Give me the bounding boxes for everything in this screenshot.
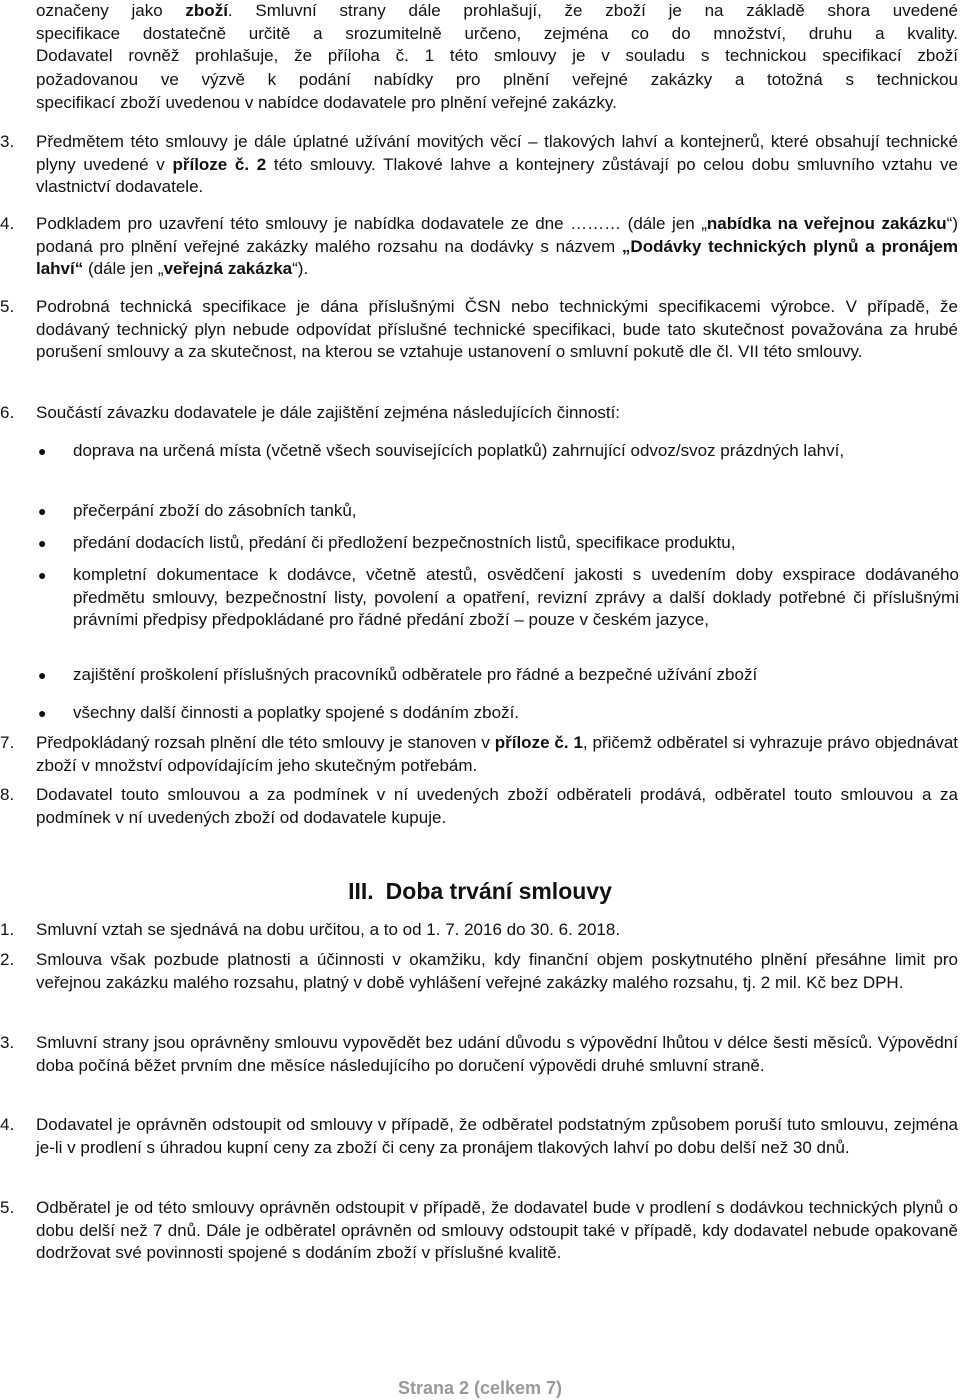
section-number: III. [348,878,374,904]
intro-line-2: specifikace dostatečně určitě a srozumitelně určeno, zejména co do množství, druhu a kvality. [36,24,958,43]
list-item: doprava na určená místa (včetně všech souvisejících poplatků) zahrnující odvoz/svoz prázdných lahví, [73,441,845,460]
bullet-icon: ● [38,567,47,583]
page-footer: Strana 2 (celkem 7) [397,1378,563,1398]
item-number: 3. [0,1033,15,1052]
bullet-icon: ● [38,667,47,683]
list-item: zajištění proškolení příslušných pracovníků odběratele pro řádné a bezpečné užívání zboží [73,665,758,684]
section-item-text: Smlouva však pozbude platnosti a účinnosti v okamžiku, kdy finanční objem poskytnutého plnění přesáhne limit pro veřejnou zakázku malého rozsahu, platný v době vyhlášení veřejné zakázky malého rozsahu, tj. 2 mil. Kč bez DPH. [36,950,958,992]
section-item-text: Odběratel je od této smlouvy oprávněn odstoupit v případě, že dodavatel bude v prodlení s dodávkou technických plynů o dobu delší než 7 dnů. Dále je odběratel oprávněn od smlouvy odstoupit také v případě, kdy dodavatel nebude opakovaně dodržovat své povinnosti spojené s dodáním zboží v příslušné kvalitě. [36,1198,958,1262]
section-item-text: Smluvní vztah se sjednává na dobu určitou, a to od 1. 7. 2016 do 30. 6. 2018. [36,920,621,939]
item-5-text: Podrobná technická specifikace je dána příslušnými ČSN nebo technickými specifikacemi výrobce. V případě, že dodávaný technický plyn nebude odpovídat příslušné technické specifikaci, bude tato skutečnost považována za hrubé porušení smlouvy a za skutečnost, na kterou se vztahuje ustanovení o smluvní pokutě dle čl. VII této smlouvy. [36,297,958,361]
list-item: přečerpání zboží do zásobních tanků, [73,501,357,520]
item-number: 6. [0,403,15,422]
section-title: Doba trvání smlouvy [385,878,612,904]
item-3-text: Předmětem této smlouvy je dále úplatné užívání movitých věcí – tlakových lahví a kontejnerů, které obsahují technické plyny uvedené v příloze č. 2 této smlouvy. Tlakové lahve a kontejnery zůstávají po celou dobu smluvního vztahu ve vlastnictví dodavatele. [36,132,958,196]
item-number: 5. [0,1198,15,1217]
item-number: 4. [0,214,15,233]
bullet-icon: ● [38,705,47,721]
list-item: kompletní dokumentace k dodávce, včetně atestů, osvědčení jakosti s uvedením doby exspirace dodávaného předmětu smlouvy, bezpečnostní listy, povolení a opatření, revizní zprávy a další doklady potřebné či příslušnými právními předpisy předpokládané pro řádné předání zboží – pouze v českém jazyce, [73,565,959,629]
item-number: 3. [0,132,15,151]
item-6-text: Součástí závazku dodavatele je dále zajištění zejména následujících činností: [36,403,621,422]
section-item-text: Smluvní strany jsou oprávněny smlouvu vypovědět bez udání důvodu s výpovědní lhůtou v délce šesti měsíců. Výpovědní doba počíná běžet prvním dne měsíce následujícího po doručení výpovědi druhé smluvní straně. [36,1033,958,1075]
intro-line-5: specifikací zboží uvedenou v nabídce dodavatele pro plnění veřejné zakázky. [36,93,617,112]
item-number: 8. [0,785,15,804]
item-number: 7. [0,733,15,752]
item-number: 1. [0,920,15,939]
intro-line-4: požadovanou ve výzvě k podání nabídky pro plnění veřejné zakázky a totožná s technickou [36,70,958,89]
intro-line-3: Dodavatel rovněž prohlašuje, že příloha č. 1 této smlouvy je v souladu s technickou specifikací zboží [36,46,958,65]
list-item: předání dodacích listů, předání či předložení bezpečnostních listů, specifikace produktu, [73,533,736,552]
item-number: 4. [0,1115,15,1134]
intro-line-1: označeny jako zboží. Smluvní strany dále prohlašují, že zboží je na základě shora uvedené [36,1,959,20]
item-7-text: Předpokládaný rozsah plnění dle této smlouvy je stanoven v příloze č. 1, přičemž odběratel si vyhrazuje právo objednávat zboží v množství odpovídajícím jeho skutečným potřebám. [36,733,958,775]
item-number: 5. [0,297,15,316]
section-heading [0,876,960,906]
item-8-text: Dodavatel touto smlouvou a za podmínek v ní uvedených zboží odběrateli prodává, odběratel touto smlouvou a za podmínek v ní uvedených zboží od dodavatele kupuje. [36,785,958,827]
bullet-icon: ● [38,443,47,459]
item-4-text: Podkladem pro uzavření této smlouvy je nabídka dodavatele ze dne ……… (dále jen „nabídka na veřejnou zakázku“) podaná pro plnění veřejné zakázky malého rozsahu na dodávky s názvem „Dodávky technických plynů a pronájem lahví“ (dále jen „veřejná zakázka“). [36,214,958,278]
bullet-icon: ● [38,535,47,551]
bullet-icon: ● [38,503,47,519]
list-item: všechny další činnosti a poplatky spojené s dodáním zboží. [73,703,520,722]
section-item-text: Dodavatel je oprávněn odstoupit od smlouvy v případě, že odběratel podstatným způsobem poruší tuto smlouvu, zejména je-li v prodlení s úhradou kupní ceny za zboží či ceny za pronájem tlakových lahví po dobu delší než 30 dnů. [36,1115,958,1157]
item-number: 2. [0,950,15,969]
